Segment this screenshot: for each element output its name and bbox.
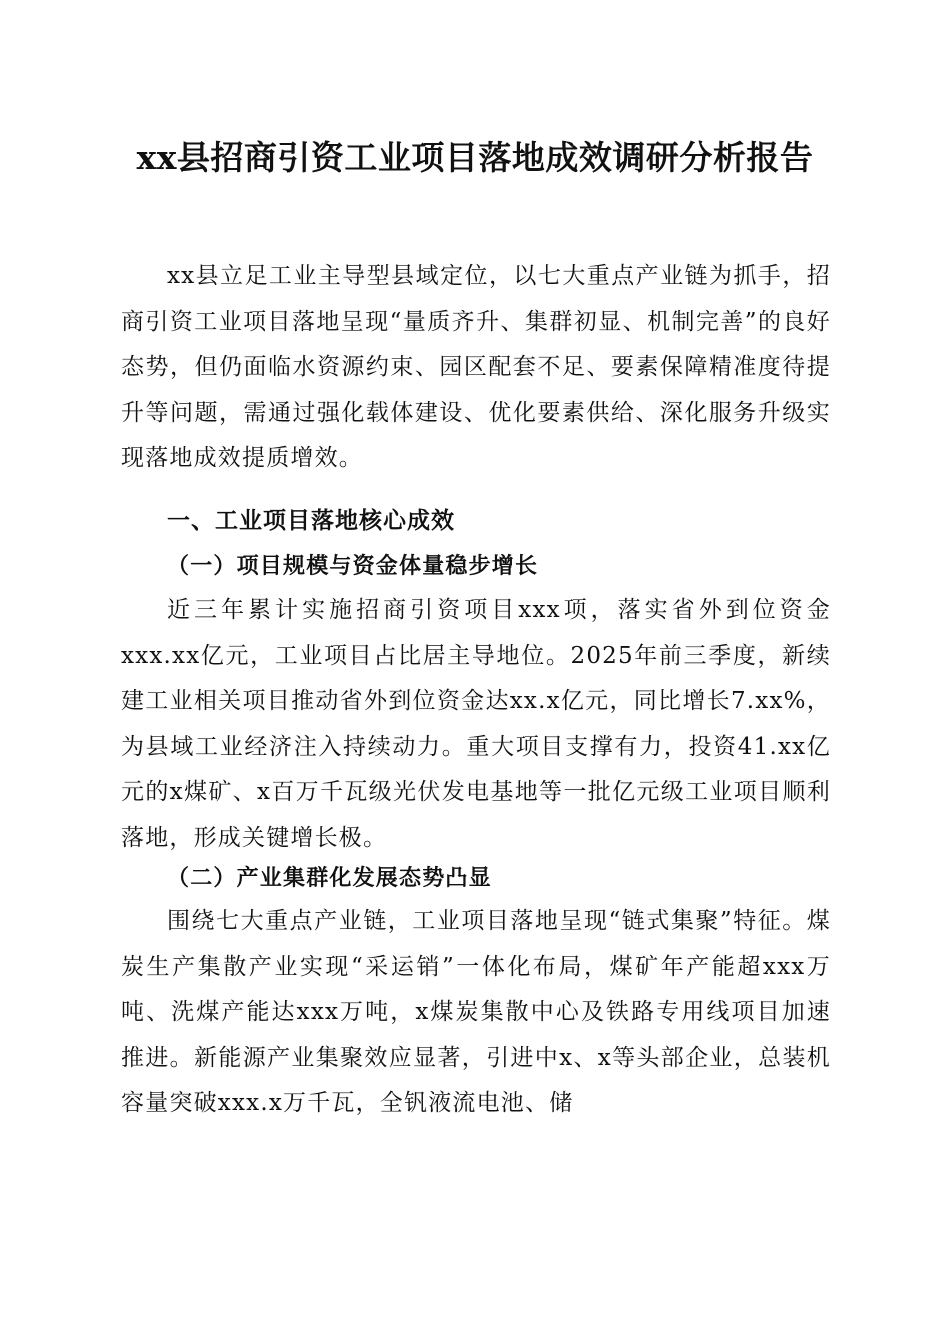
section-heading: 一、工业项目落地核心成效 <box>167 508 455 534</box>
intro-paragraph: xx县立足工业主导型县域定位，以七大重点产业链为抓手，招商引资工业项目落地呈现“量质齐升、集群初显、机制完善”的良好态势，但仍面临水资源约束、园区配套不足、要素保障精准度待提升等问题，需通过强化载体建设、优化要素供给、深化服务升级实现落地成效提质增效。 <box>121 263 831 471</box>
document-title: xx县招商引资工业项目落地成效调研分析报告 <box>136 138 814 177</box>
subsection-1-paragraph: 近三年累计实施招商引资项目xxx项，落实省外到位资金xxx.xx亿元，工业项目占比居主导地位。2025年前三季度，新续建工业相关项目推动省外到位资金达xx.x亿元，同比增长7.xx%，为县域工业经济注入持续动力。重大项目支撑有力，投资41.xx亿元的x煤矿、x百万千瓦级光伏发电基地等一批亿元级工业项目顺利落地，形成关键增长极。 <box>121 597 831 851</box>
subsection-heading-1: （一）项目规模与资金体量稳步增长 <box>167 553 539 579</box>
subsection-heading-2: （二）产业集群化发展态势凸显 <box>167 865 492 891</box>
subsection-2-paragraph: 围绕七大重点产业链，工业项目落地呈现“链式集聚”特征。煤炭生产集散产业实现“采运销”一体化布局，煤矿年产能超xxx万吨、洗煤产能达xxx万吨，x煤炭集散中心及铁路专用线项目加速推进。新能源产业集聚效应显著，引进中x、x等头部企业，总装机容量突破xxx.x万千瓦，全钒液流电池、储 <box>121 908 831 1116</box>
